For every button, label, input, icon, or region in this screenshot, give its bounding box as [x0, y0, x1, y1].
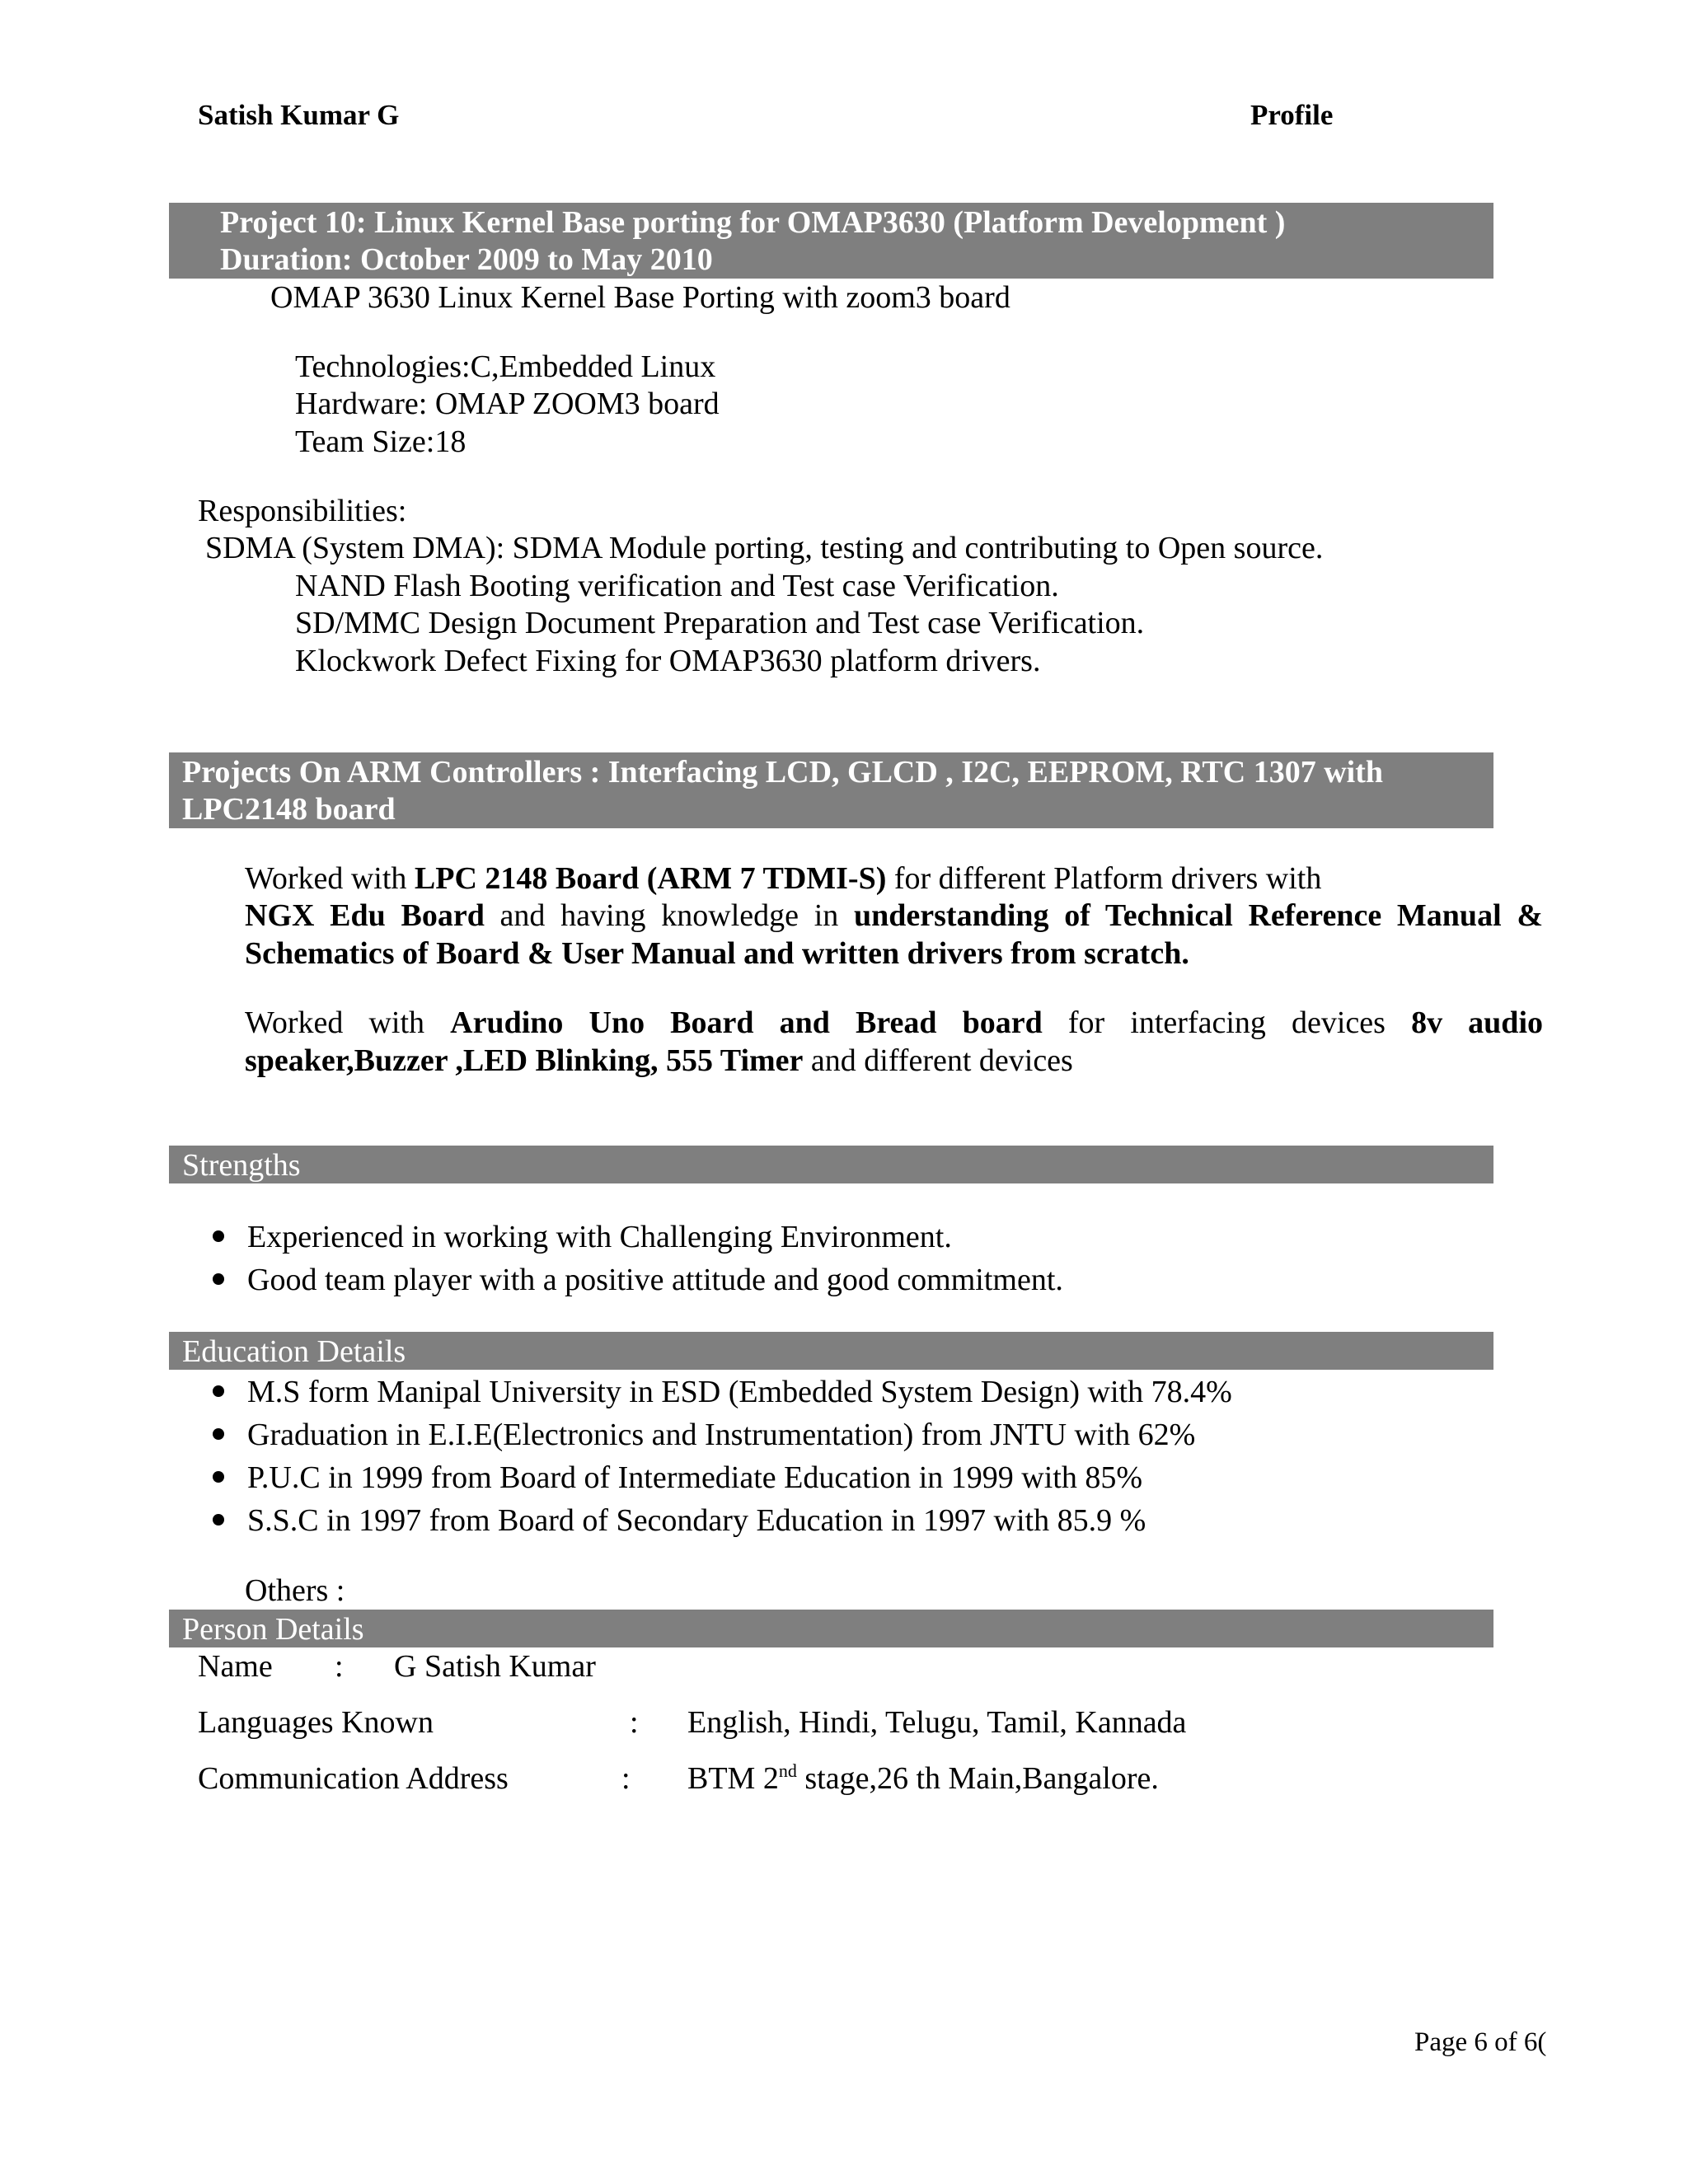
name-label: Name [198, 1649, 273, 1684]
responsibility-item: SD/MMC Design Document Preparation and Test case Verification. [295, 606, 1145, 640]
bullet-icon [213, 1471, 224, 1483]
address-label: Communication Address [198, 1761, 509, 1796]
person-details-title: Person Details [182, 1612, 364, 1647]
list-item: P.U.C in 1999 from Board of Intermediate Education in 1999 with 85% [247, 1459, 1142, 1497]
project10-title: Project 10: Linux Kernel Base porting for OMAP3630 (Platform Development ) [220, 205, 1286, 240]
project10-header-bar [169, 203, 1493, 279]
arm-paragraph-1-line3: Schematics of Board & User Manual and written drivers from scratch. [245, 936, 1189, 971]
name-colon: : [335, 1649, 344, 1684]
arm-projects-title-line1: Projects On ARM Controllers : Interfacing LCD, GLCD , I2C, EEPROM, RTC 1307 with [182, 755, 1383, 790]
languages-value: English, Hindi, Telugu, Tamil, Kannada [687, 1705, 1187, 1740]
page-number: Page 6 of 6( [1414, 2027, 1547, 2057]
arm-paragraph-1-line2: NGX Edu Board and having knowledge in understanding of Technical Reference Manual & [245, 898, 1543, 933]
address-value: BTM 2nd stage,26 th Main,Bangalore. [687, 1760, 1159, 1796]
arm-projects-title-line2: LPC2148 board [182, 792, 396, 827]
arm-projects-header-bar [169, 752, 1493, 828]
list-item: M.S form Manipal University in ESD (Embedded System Design) with 78.4% [247, 1373, 1232, 1411]
list-item: Graduation in E.I.E(Electronics and Instrumentation) from JNTU with 62% [247, 1416, 1195, 1454]
project10-team-size: Team Size:18 [295, 424, 467, 459]
header-profile-label: Profile [1250, 99, 1334, 131]
responsibility-item: NAND Flash Booting verification and Test case Verification. [295, 569, 1059, 603]
strengths-header-bar [169, 1146, 1493, 1183]
bullet-icon [213, 1230, 224, 1242]
bullet-icon [213, 1273, 224, 1285]
project10-summary: OMAP 3630 Linux Kernel Base Porting with zoom3 board [270, 280, 1010, 315]
project10-technologies: Technologies:C,Embedded Linux [295, 349, 716, 384]
bullet-icon [213, 1385, 224, 1397]
arm-paragraph-2-line2: speaker,Buzzer ,LED Blinking, 555 Timer and different devices [245, 1043, 1073, 1078]
responsibility-item: SDMA (System DMA): SDMA Module porting, testing and contributing to Open source. [205, 531, 1324, 565]
arm-paragraph-1-line1: Worked with LPC 2148 Board (ARM 7 TDMI-S) for different Platform drivers with [245, 861, 1322, 896]
responsibilities-label: Responsibilities: [198, 494, 407, 528]
strengths-title: Strengths [182, 1148, 301, 1183]
bullet-icon [213, 1514, 224, 1526]
languages-colon: : [630, 1705, 639, 1740]
list-item: Good team player with a positive attitude and good commitment. [247, 1261, 1063, 1299]
arm-paragraph-2-line1: Worked with Arudino Uno Board and Bread board for interfacing devices 8v audio [245, 1005, 1543, 1040]
project10-hardware: Hardware: OMAP ZOOM3 board [295, 387, 720, 421]
education-title: Education Details [182, 1334, 406, 1369]
author-name: Satish Kumar G [198, 99, 400, 131]
bullet-icon [213, 1428, 224, 1440]
list-item: Experienced in working with Challenging Environment. [247, 1218, 952, 1256]
list-item: S.S.C in 1997 from Board of Secondary Education in 1997 with 85.9 % [247, 1502, 1146, 1540]
languages-label: Languages Known [198, 1705, 434, 1740]
project10-duration: Duration: October 2009 to May 2010 [220, 242, 713, 277]
person-details-header-bar [169, 1610, 1493, 1647]
education-header-bar [169, 1332, 1493, 1370]
responsibility-item: Klockwork Defect Fixing for OMAP3630 platform drivers. [295, 644, 1041, 678]
name-value: G Satish Kumar [394, 1649, 596, 1684]
address-colon: : [621, 1761, 631, 1796]
others-label: Others : [245, 1573, 345, 1608]
